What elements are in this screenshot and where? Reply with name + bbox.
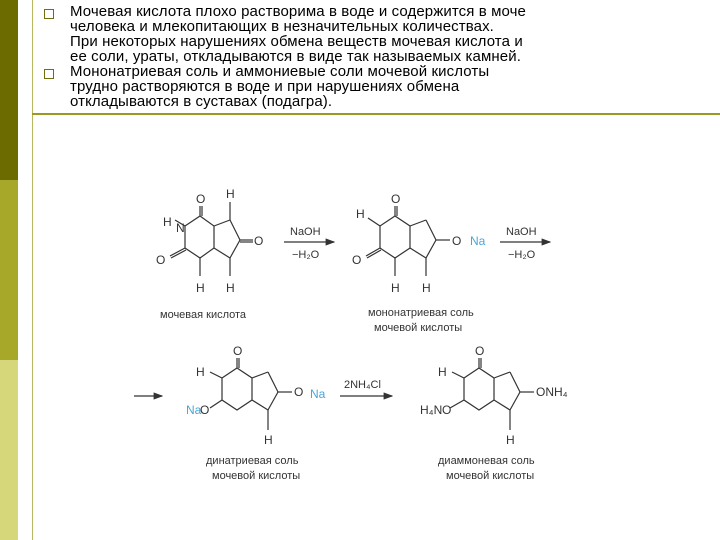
atom-label: H — [226, 281, 235, 295]
label-di-2: мочевой кислоты — [212, 470, 301, 482]
atom-label: O — [294, 385, 304, 399]
atom-label: H — [422, 281, 431, 295]
atom-label: O — [233, 344, 243, 358]
text-line: Мононатриевая соль и аммониевые соли мочевой кислоты — [70, 63, 490, 80]
atom-label: H — [506, 433, 515, 447]
atom-label: H₄N — [420, 403, 443, 417]
label-uric-acid: мочевая кислота — [160, 309, 247, 321]
atom-label: H — [226, 187, 235, 201]
atom-label: H — [391, 281, 400, 295]
reagent-minus-water: −H₂O — [508, 249, 536, 261]
reagent-naoh: NaOH — [290, 226, 321, 238]
text-line: При некоторых нарушениях обмена веществ мочевая кислота и — [70, 33, 523, 50]
atom-label: O — [442, 403, 452, 417]
atom-label: O — [391, 192, 401, 206]
label-diam-2: мочевой кислоты — [446, 470, 535, 482]
atom-label: O — [452, 234, 462, 248]
uric-acid-structure — [170, 202, 253, 276]
monosodium-urate-structure — [366, 206, 450, 276]
atom-label: ONH₄ — [536, 385, 568, 399]
label-di-1: динатриевая соль — [206, 455, 299, 467]
reagent-ammonium-chloride: 2NH₄Cl — [344, 379, 381, 391]
atom-label: H — [163, 215, 172, 229]
reagent-minus-water: −H₂O — [292, 249, 320, 261]
text-line: Мочевая кислота плохо растворима в воде и содержится в моче — [70, 3, 526, 20]
atom-label: H — [196, 365, 205, 379]
atom-label: O — [475, 344, 485, 358]
atom-label: H — [438, 365, 447, 379]
atom-label: O — [200, 403, 210, 417]
atom-label-na: Na — [186, 403, 202, 417]
atom-label: H — [356, 207, 365, 221]
text-line: ее соли, ураты, откладываются в виде так называемых камней. — [70, 48, 521, 65]
atom-label-na: Na — [310, 387, 326, 401]
diammonium-urate-structure — [450, 358, 534, 430]
atom-label: H — [264, 433, 273, 447]
text-line: человека и млекопитающих в незначительных количествах. — [70, 18, 494, 35]
text-line: откладываются в суставах (подагра). — [70, 93, 333, 110]
reagent-naoh: NaOH — [506, 226, 537, 238]
atom-label: H — [196, 281, 205, 295]
label-mono-2: мочевой кислоты — [374, 322, 463, 334]
label-mono-1: мононатриевая соль — [368, 307, 474, 319]
atom-label: O — [196, 192, 206, 206]
atom-label: N — [176, 221, 185, 235]
atom-label: O — [156, 253, 166, 267]
atom-label-na: Na — [470, 234, 486, 248]
atom-label: O — [254, 234, 264, 248]
atom-label: O — [352, 253, 362, 267]
label-diam-1: диаммоневая соль — [438, 455, 535, 467]
disodium-urate-structure — [210, 358, 292, 430]
text-line: трудно растворяются в воде и при нарушениях обмена — [70, 78, 460, 95]
